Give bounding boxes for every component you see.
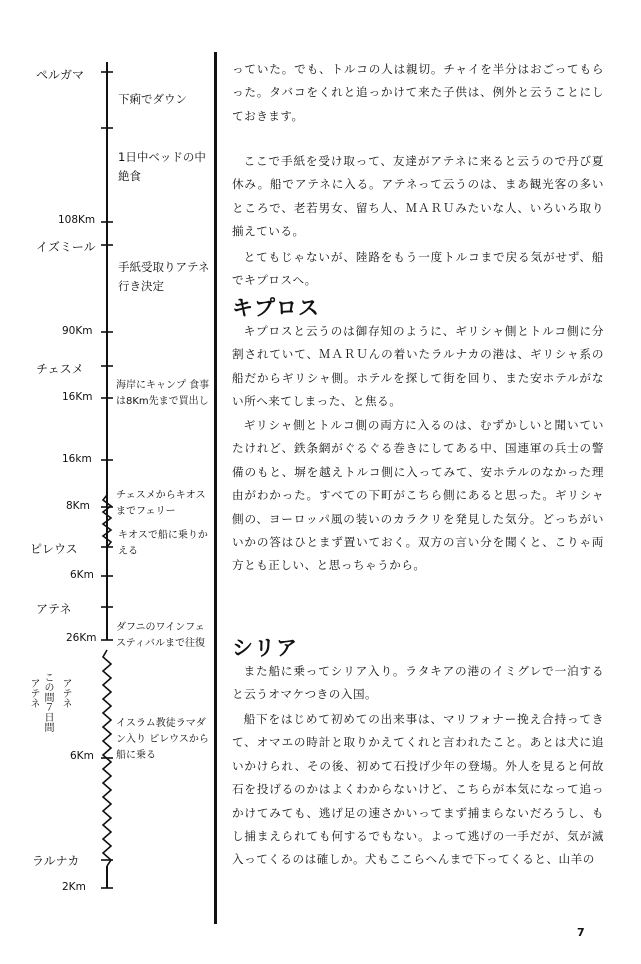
place-cesme: チェスメ <box>36 362 84 376</box>
sea-route-zigzag <box>103 495 111 547</box>
note-change-ship: キオスで船に乗りかえる <box>118 530 208 557</box>
route-line <box>0 0 214 964</box>
distance-90: 90Km <box>62 325 93 337</box>
section3-paragraph-1: また船に乗ってシリア入り。ラタキアの港のイミグレで一泊すると云うオマケつきの入国。 <box>232 664 604 702</box>
place-izmir: イズミール <box>36 240 96 254</box>
note-beach-camp: 海岸にキャンプ 食事は8Km先まで買出し <box>116 380 210 407</box>
section-heading-syria: シリア <box>232 636 298 660</box>
note-ferry: チェスメからキオスまでフェリー <box>116 490 206 517</box>
section-heading-cyprus: キプロス <box>232 296 320 320</box>
place-pergama: ペルガマ <box>36 68 85 82</box>
section2-paragraph-2: ギリシャ側とトルコ側の両方に入るのは、むずかしいと聞いていたけれど、鉄条網がぐるぐる巻きにしてある中、国連軍の兵士の警備のもと、塀を越えトルコ側に入ってみて、安ホテルのなかった理由がわかった。すべての下町がこちら側にあると思った。ギリシャ側の、ヨーロッパ風の装いのカラクリを発見した気分。どっちがいいかの答はひとまず置いておく。双方の言い分を聞くと、こりゃ両方とも正しい、と思っちゃうから。 <box>232 418 604 573</box>
distance-16b: 16km <box>62 453 92 465</box>
side-note-days: この間７日間 <box>42 672 53 732</box>
distance-26: 26Km <box>66 632 97 644</box>
place-larnaca: ラルナカ <box>32 854 80 868</box>
section2-paragraph-1: キプロスと云うのは御存知のように、ギリシャ側とトルコ側に分割されていて、ＭＡＲＵんの着いたラルナカの港は、ギリシャ系の船だからギリシャ側。ホテルを探して街を回り、また安ホテルがない所へ来てしまった、と焦る。 <box>232 324 604 409</box>
note-ramadan: イスラム教徒ラマダン入り ピレウスから船に乗る <box>116 718 209 761</box>
distance-108: 108Km <box>58 214 96 226</box>
note-diarrhea: 下痢でダウン <box>118 92 187 106</box>
distance-6a: 6Km <box>70 569 94 581</box>
section3-paragraph-2: 船下をはじめて初めての出来事は、マリフォナー挽え合持ってきて、オマエの時計と取りかえてくれと言われたこと。あとは犬に追いかけられ、その後、初めて石投げ少年の登場。外人を見ると何故石を投げるのかはよくわからないけど、こちらが本気になって追っかけてみても、逃げ足の速さかいってまず捕まらないだろうし、もし捕まえられても何するでもない。よって逃げの一手だが、気が滅入ってくるのは確しか。犬もここらへんまで下ってくると、山羊の <box>232 712 604 867</box>
side-note-athens-a: アテネ <box>60 678 71 708</box>
place-athens: アテネ <box>36 602 72 616</box>
section1-paragraph-2: ここで手紙を受け取って、友達がアテネに来ると云うので丹び夏休み。船でアテネに入る。アテネって云うのは、まあ観光客の多いところで、老若男女、留ち人、ＭＡＲＵみたいな人、いろいろ取り揃えている。 <box>232 154 604 239</box>
place-piraeus: ピレウス <box>30 542 78 556</box>
section1-paragraph-1: っていた。でも、トルコの人は親切。チャイを半分はおごってもらった。タバコをくれと追っかけて来た子供は、例外と云うことにしておきます。 <box>232 62 604 123</box>
page-number: 7 <box>577 926 585 939</box>
note-letter: 手紙受取りアテネ行き決定 <box>118 260 210 293</box>
note-wine-festival: ダフニのワインフェスティバルまで往復 <box>116 622 205 649</box>
distance-6b: 6Km <box>70 750 94 762</box>
column-divider <box>214 52 217 924</box>
distance-16a: 16Km <box>62 391 93 403</box>
section1-paragraph-3: とてもじゃないが、陸路をもう一度トルコまで戻る気がせず、船でキプロスへ。 <box>232 250 604 288</box>
note-bed-fasting: 1日中ベッドの中 絶食 <box>118 150 206 183</box>
distance-8: 8Km <box>66 500 90 512</box>
side-note-athens-b: アテネ <box>28 678 39 708</box>
distance-2: 2Km <box>62 881 86 893</box>
